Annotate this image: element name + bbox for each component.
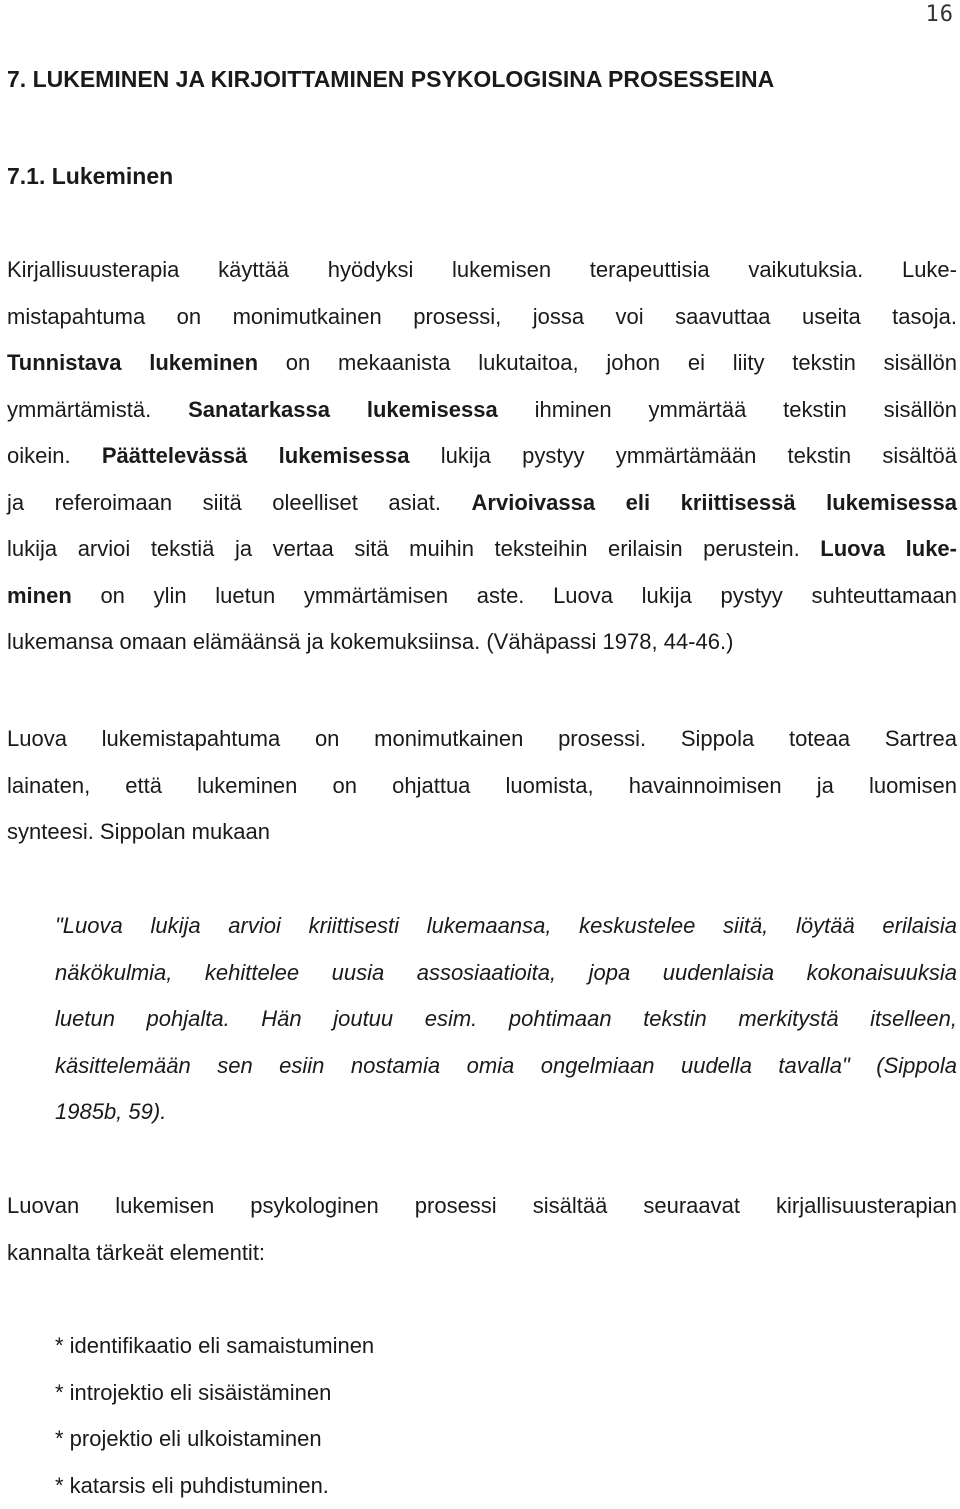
text-span: lainaten, että lukeminen on ohjattua luomista, havainnoimisen ja luomisen	[7, 773, 957, 798]
quote-line: luetun pohjalta. Hän joutuu esim. pohtimaan tekstin merkitystä itselleen,	[55, 996, 957, 1043]
text-span: ja referoimaan siitä oleelliset asiat.	[7, 490, 472, 515]
paragraph-creative-reading	[7, 716, 957, 856]
text-line	[7, 1230, 957, 1277]
text-line	[7, 387, 957, 434]
text-span: on mekaanista lukutaitoa, johon ei liity tekstin sisällön	[258, 350, 957, 375]
text-line	[7, 573, 957, 620]
text-span: on ylin luetun ymmärtämisen aste. Luova lukija pystyy suhteuttamaan	[72, 583, 957, 608]
text-line	[7, 526, 957, 573]
text-line	[7, 1183, 957, 1230]
text-span: Luovan lukemisen psykologinen prosessi sisältää seuraavat kirjallisuusterapian	[7, 1193, 957, 1218]
term-literal-reading: Sanatarkassa lukemisessa	[188, 397, 498, 422]
text-span: ihminen ymmärtää tekstin sisällön	[498, 397, 957, 422]
text-span: lukija pystyy ymmärtämään tekstin sisältöä	[410, 443, 957, 468]
paragraph-reading-levels	[7, 247, 957, 666]
quote-line: käsittelemään sen esiin nostamia omia ongelmiaan uudella tavalla" (Sippola	[55, 1043, 957, 1090]
chapter-title: 7. LUKEMINEN JA KIRJOITTAMINEN PSYKOLOGISINA PROSESSEINA	[7, 66, 774, 93]
quote-line: 1985b, 59).	[55, 1089, 957, 1136]
sippola-quote	[55, 903, 957, 1136]
list-item: * projektio eli ulkoistaminen	[55, 1416, 374, 1463]
term-recognizing-reading: Tunnistava lukeminen	[7, 350, 258, 375]
section-title: 7.1. Lukeminen	[7, 163, 173, 190]
text-line	[7, 294, 957, 341]
text-span: Kirjallisuusterapia käyttää hyödyksi lukemisen terapeuttisia vaikutuksia. Luke-	[7, 257, 957, 282]
quote-line: "Luova lukija arvioi kriittisesti lukemaansa, keskustelee siitä, löytää erilaisia	[55, 903, 957, 950]
text-span: lukemansa omaan elämäänsä ja kokemuksiinsa. (Vähäpassi 1978, 44-46.)	[7, 629, 733, 654]
paragraph-psychological-process	[7, 1183, 957, 1276]
text-line	[7, 433, 957, 480]
term-creative-reading: Luova luke-	[820, 536, 957, 561]
text-span: kannalta tärkeät elementit:	[7, 1240, 265, 1265]
list-item: * katarsis eli puhdistuminen.	[55, 1463, 374, 1509]
text-span: ymmärtämistä.	[7, 397, 188, 422]
text-line	[7, 716, 957, 763]
term-creative-reading-cont: minen	[7, 583, 72, 608]
quote-line: näkökulmia, kehittelee uusia assosiaatioita, jopa uudenlaisia kokonaisuuksia	[55, 950, 957, 997]
term-inferential-reading: Päättelevässä lukemisessa	[102, 443, 410, 468]
text-span: lukija arvioi tekstiä ja vertaa sitä muihin teksteihin erilaisin perustein.	[7, 536, 820, 561]
elements-list	[55, 1323, 374, 1509]
text-line	[7, 763, 957, 810]
text-line	[7, 619, 957, 666]
text-line	[7, 480, 957, 527]
list-item: * identifikaatio eli samaistuminen	[55, 1323, 374, 1370]
text-span: oikein.	[7, 443, 102, 468]
term-critical-reading: Arvioivassa eli kriittisessä lukemisessa	[472, 490, 957, 515]
text-span: mistapahtuma on monimutkainen prosessi, jossa voi saavuttaa useita tasoja.	[7, 304, 957, 329]
page-number: 16	[926, 2, 955, 27]
text-span: synteesi. Sippolan mukaan	[7, 819, 270, 844]
text-line	[7, 340, 957, 387]
text-line	[7, 809, 957, 856]
list-item: * introjektio eli sisäistäminen	[55, 1370, 374, 1417]
text-span: Luova lukemistapahtuma on monimutkainen prosessi. Sippola toteaa Sartrea	[7, 726, 957, 751]
text-line	[7, 247, 957, 294]
